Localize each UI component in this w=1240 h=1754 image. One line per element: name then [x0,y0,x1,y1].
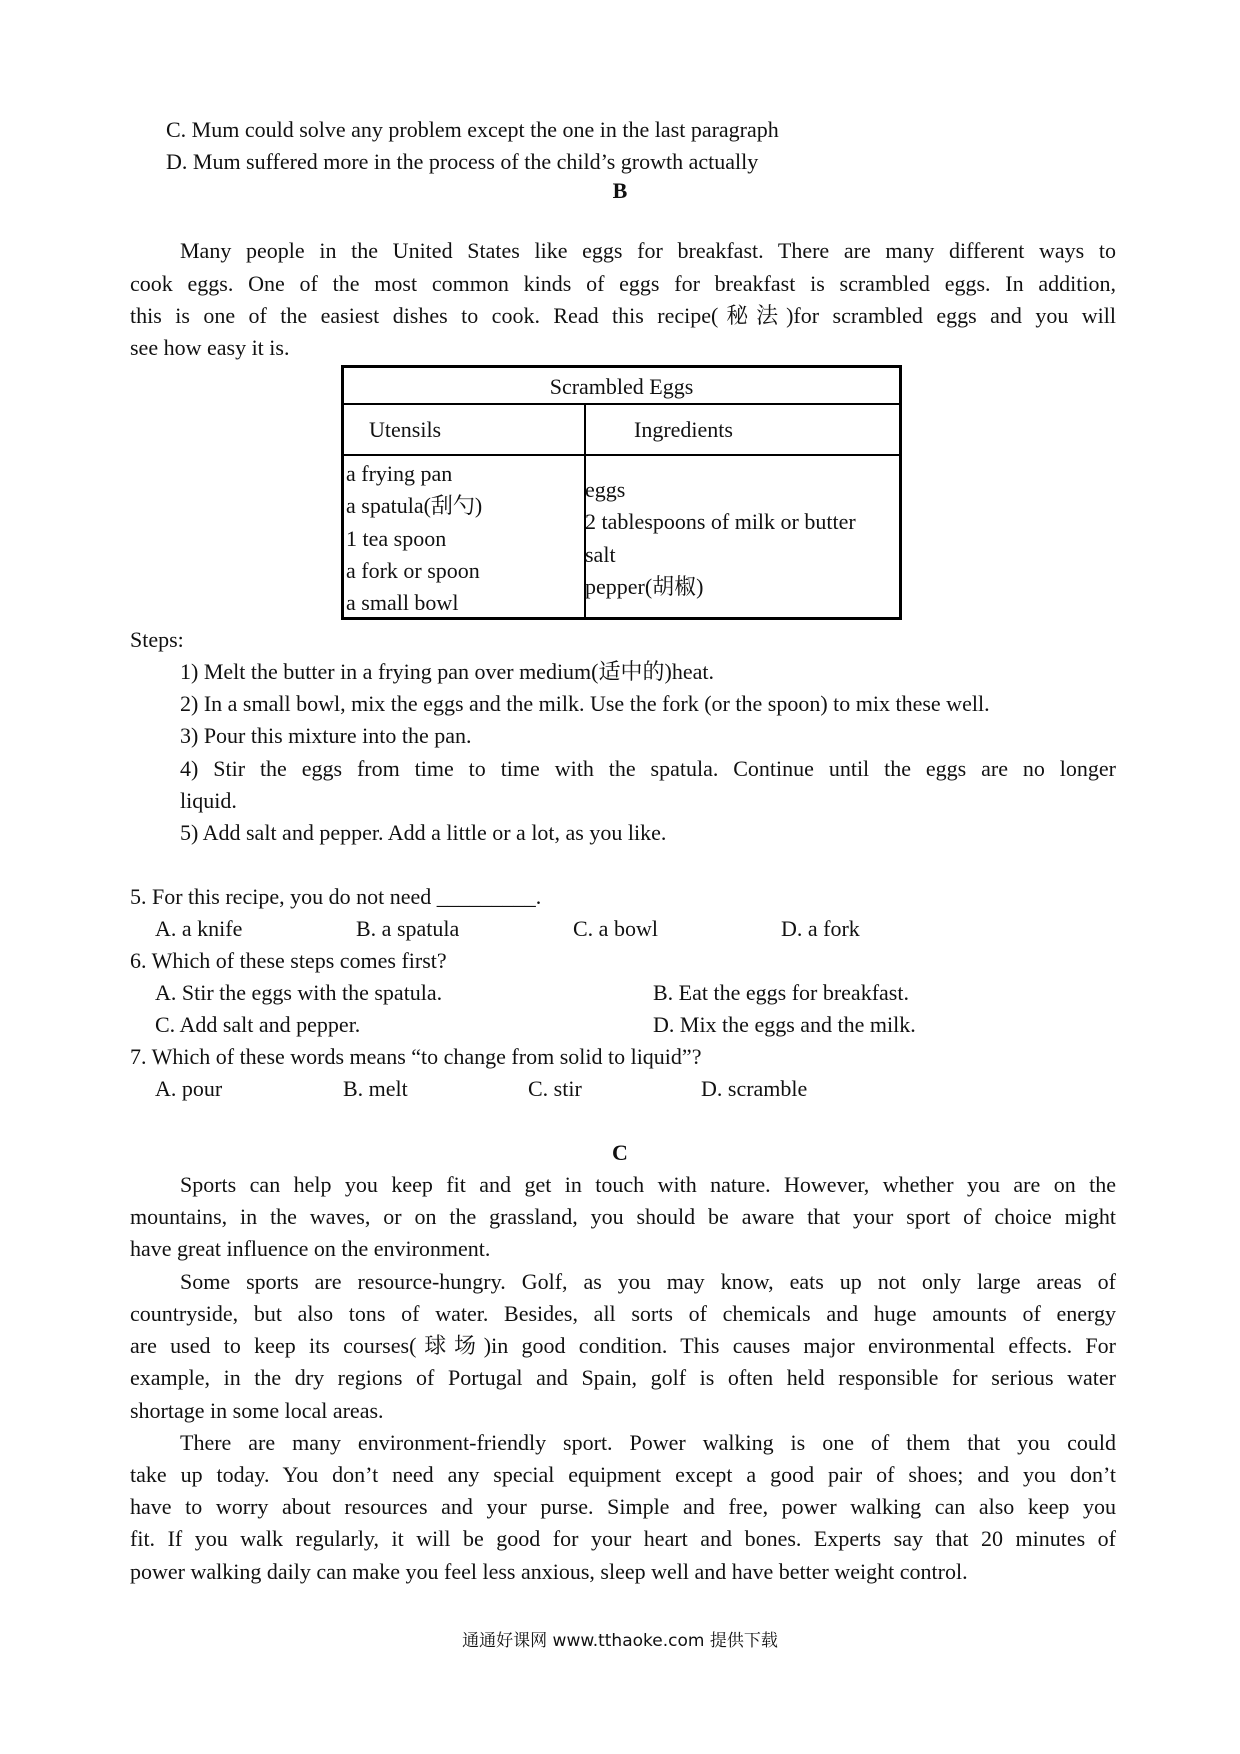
paragraph-line: There are many environment-friendly sport. Power walking is one of them that you could [180,1430,1116,1455]
paragraph-line: power walking daily can make you feel less anxious, sleep well and have better weight control. [130,1559,968,1584]
paragraph-line: fit. If you walk regularly, it will be good for your heart and bones. Experts say that 20 minutes of [130,1526,1116,1551]
ingredient-item: eggs [585,477,626,502]
question-5-option-a: A. a knife [155,916,243,941]
step-item: 5) Add salt and pepper. Add a little or a lot, as you like. [180,820,667,845]
step-item-continued: liquid. [180,788,237,813]
paragraph-line: shortage in some local areas. [130,1398,384,1423]
question-7-option-b: B. melt [343,1076,408,1101]
utensil-item: a spatula(刮勺) [346,493,483,518]
question-7-option-d: D. scramble [701,1076,808,1101]
intro-line-3: this is one of the easiest dishes to cook. Read this recipe(秘法)for scrambled eggs and you will [130,303,1116,328]
step-item: 4) Stir the eggs from time to time with the spatula. Continue until the eggs are no longer [180,756,1116,781]
paragraph-line: countryside, but also tons of water. Besides, all sorts of chemicals and huge amounts of energy [130,1301,1116,1326]
utensil-item: a fork or spoon [346,558,480,583]
intro-line-1: Many people in the United States like eggs for breakfast. There are many different ways to [180,238,1116,263]
section-b-heading: B [612,178,628,203]
table-title: Scrambled Eggs [549,374,694,399]
page-footer: 通通好课网 www.tthaoke.com 提供下载 [462,1631,778,1651]
paragraph-line: example, in the dry regions of Portugal and Spain, golf is often held responsible for serious water [130,1365,1116,1390]
question-7-stem: 7. Which of these words means “to change from solid to liquid”? [130,1044,702,1069]
question-6-option-b: B. Eat the eggs for breakfast. [653,980,909,1005]
utensil-item: 1 tea spoon [346,526,447,551]
question-6-option-c: C. Add salt and pepper. [155,1012,361,1037]
paragraph-line: Some sports are resource-hungry. Golf, as you may know, eats up not only large areas of [180,1269,1116,1294]
paragraph-line: take up today. You don’t need any special equipment except a good pair of shoes; and you don’t [130,1462,1116,1487]
utensils-header: Utensils [369,417,442,442]
question-5-option-c: C. a bowl [573,916,658,941]
recipe-table [341,365,902,620]
step-item: 1) Melt the butter in a frying pan over medium(适中的)heat. [180,659,714,684]
intro-line-4: see how easy it is. [130,335,290,360]
question-6-option-d: D. Mix the eggs and the milk. [653,1012,916,1037]
option-d-text: D. Mum suffered more in the process of the child’s growth actually [166,149,759,174]
table-rule [344,454,899,456]
question-5-option-d: D. a fork [781,916,860,941]
paragraph-line: Sports can help you keep fit and get in touch with nature. However, whether you are on the [180,1172,1116,1197]
question-6-stem: 6. Which of these steps comes first? [130,948,447,973]
paragraph-line: have great influence on the environment. [130,1236,491,1261]
question-6-option-a: A. Stir the eggs with the spatula. [155,980,443,1005]
steps-label: Steps: [130,627,184,652]
table-rule [344,403,899,405]
ingredient-item: salt [585,542,616,567]
question-7-option-a: A. pour [155,1076,223,1101]
question-7-option-c: C. stir [528,1076,582,1101]
step-item: 2) In a small bowl, mix the eggs and the milk. Use the fork (or the spoon) to mix these well. [180,691,990,716]
step-item: 3) Pour this mixture into the pan. [180,723,472,748]
ingredient-item: pepper(胡椒) [585,574,704,599]
intro-line-2: cook eggs. One of the most common kinds of eggs for breakfast is scrambled eggs. In addition, [130,271,1116,296]
paragraph-line: have to worry about resources and your purse. Simple and free, power walking can also keep you [130,1494,1116,1519]
option-c-text: C. Mum could solve any problem except the one in the last paragraph [166,117,779,142]
ingredient-item: 2 tablespoons of milk or butter [585,509,856,534]
utensil-item: a frying pan [346,461,453,486]
section-c-heading: C [612,1140,628,1165]
utensil-item: a small bowl [346,590,459,615]
question-5-option-b: B. a spatula [356,916,460,941]
question-5-stem: 5. For this recipe, you do not need _________. [130,884,542,909]
ingredients-header: Ingredients [634,417,733,442]
paragraph-line: mountains, in the waves, or on the grassland, you should be aware that your sport of choice might [130,1204,1116,1229]
paragraph-line: are used to keep its courses(球场)in good condition. This causes major environmental effects. For [130,1333,1116,1358]
